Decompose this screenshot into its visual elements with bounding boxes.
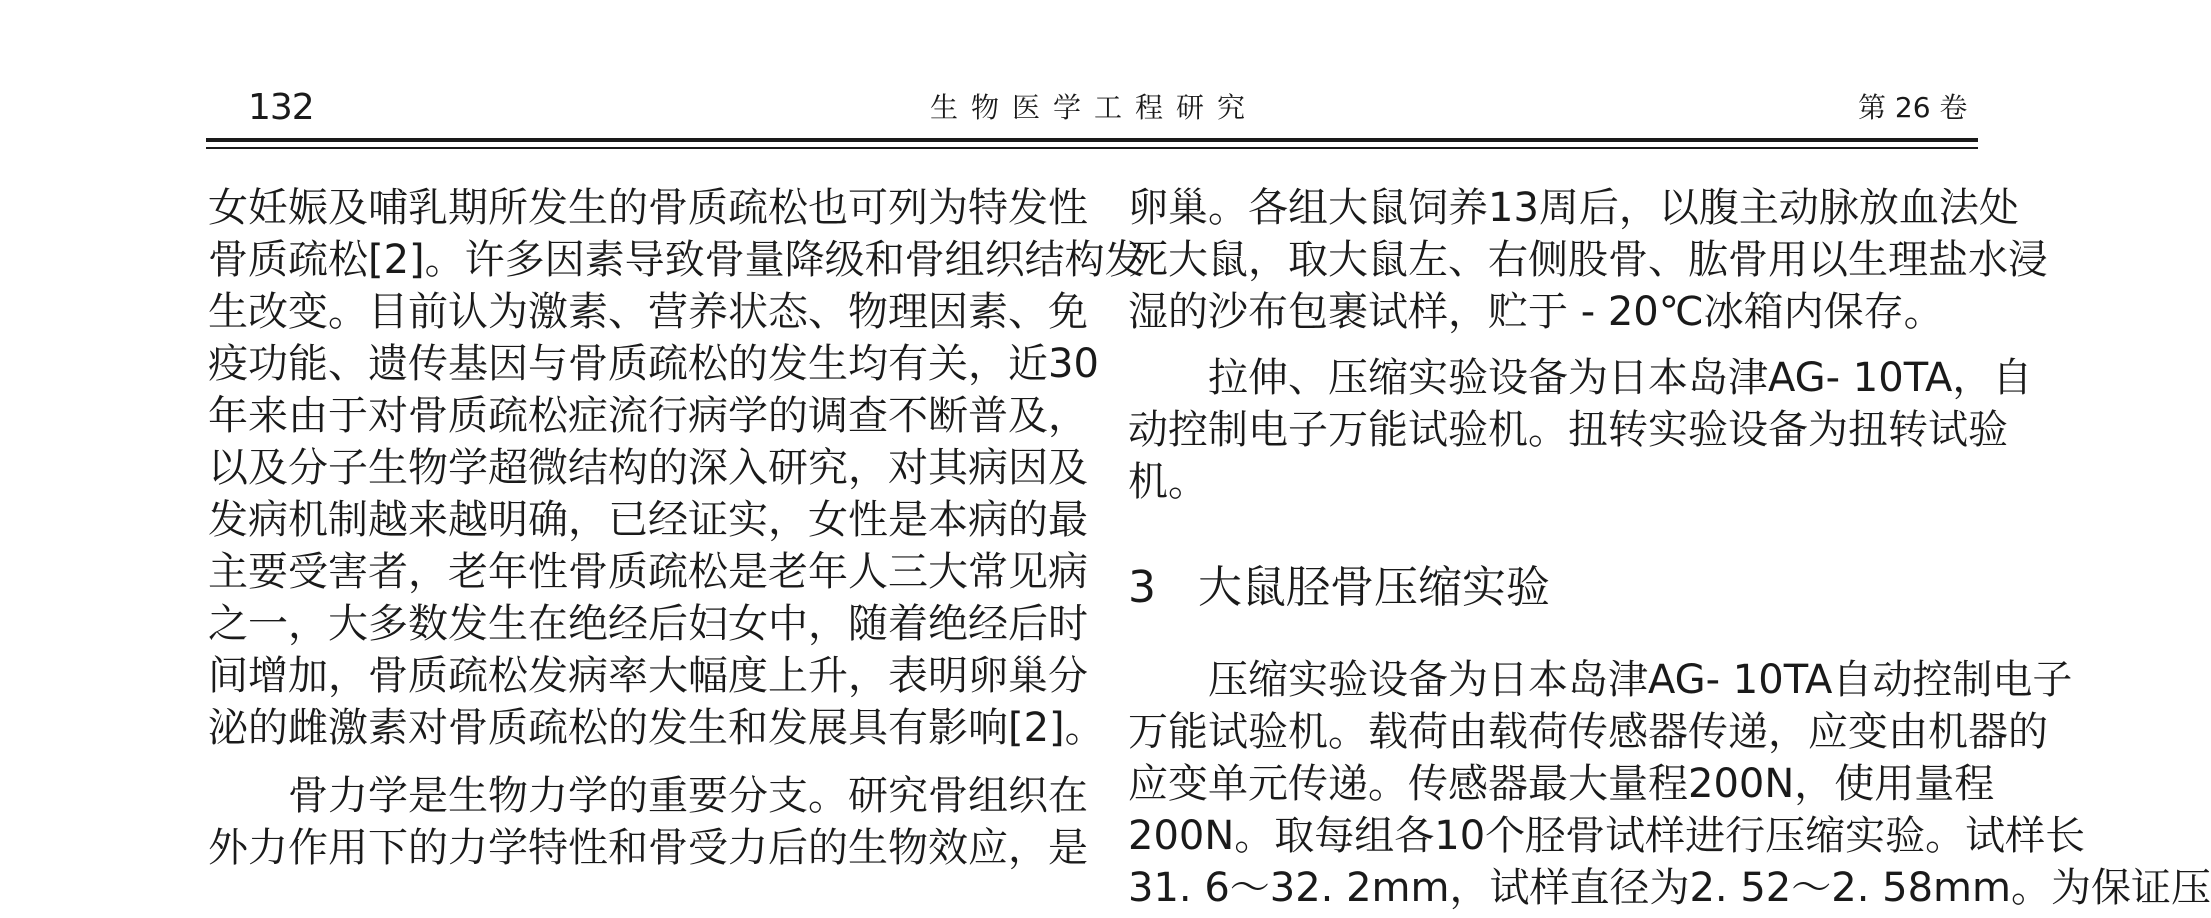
body-text-line: 死大鼠，取大鼠左、右侧股骨、肱骨用以生理盐水浸 (1128, 237, 2048, 283)
body-text-line: 主要受害者，老年性骨质疏松是老年人三大常见病 (208, 549, 1088, 595)
body-text-line: 湿的沙布包裹试样，贮于 - 20℃冰箱内保存。 (1128, 289, 1944, 335)
body-text-line: 31. 6～32. 2mm，试样直径为2. 52～2. 58mm。为保证压 (1128, 865, 2211, 911)
body-text-line: 外力作用下的力学特性和骨受力后的生物效应，是 (208, 825, 1088, 871)
body-text-line: 泌的雌激素对骨质疏松的发生和发展具有影响[2]。 (208, 705, 1105, 751)
journal-title: 生物医学工程研究 (930, 91, 1259, 124)
body-text-line: 拉伸、压缩实验设备为日本岛津AG- 10TA，自 (1208, 355, 2033, 401)
body-text-line: 生改变。目前认为激素、营养状态、物理因素、免 (208, 289, 1088, 335)
body-text-line: 以及分子生物学超微结构的深入研究，对其病因及 (208, 445, 1088, 491)
body-text-line: 卵巢。各组大鼠饲养13周后，以腹主动脉放血法处 (1128, 185, 2019, 231)
body-text-line: 年来由于对骨质疏松症流行病学的调查不断普及， (208, 393, 1088, 439)
volume-label: 第 26 卷 (1858, 91, 1968, 124)
body-text-line: 动控制电子万能试验机。扭转实验设备为扭转试验 (1128, 407, 2008, 453)
section-number: 3 (1128, 562, 1156, 613)
body-text-line: 女妊娠及哺乳期所发生的骨质疏松也可列为特发性 (208, 185, 1088, 231)
body-text-line: 骨力学是生物力学的重要分支。研究骨组织在 (288, 773, 1088, 819)
body-text-line: 200N。取每组各10个胫骨试样进行压缩实验。试样长 (1128, 813, 2086, 859)
section-heading (1128, 558, 1550, 618)
body-text-line: 万能试验机。载荷由载荷传感器传递，应变由机器的 (1128, 709, 2048, 755)
body-text-line: 疫功能、遗传基因与骨质疏松的发生均有关，近30 (208, 341, 1099, 387)
header-rule-thin (206, 147, 1978, 149)
body-text-line: 发病机制越来越明确，已经证实，女性是本病的最 (208, 497, 1088, 543)
running-header (0, 0, 2203, 150)
body-text-line: 应变单元传递。传感器最大量程200N，使用量程 (1128, 761, 1995, 807)
body-text-line: 之一，大多数发生在绝经后妇女中，随着绝经后时 (208, 601, 1088, 647)
body-text-line: 压缩实验设备为日本岛津AG- 10TA自动控制电子 (1208, 657, 2073, 703)
body-text-line: 骨质疏松[2]。许多因素导致骨量降级和骨组织结构发 (208, 237, 1145, 283)
body-text-line: 间增加，骨质疏松发病率大幅度上升，表明卵巢分 (208, 653, 1088, 699)
body-text-line: 机。 (1128, 459, 1208, 505)
section-title: 大鼠胫骨压缩实验 (1198, 562, 1550, 613)
page-number: 132 (248, 87, 314, 128)
header-rule-thick (206, 138, 1978, 142)
